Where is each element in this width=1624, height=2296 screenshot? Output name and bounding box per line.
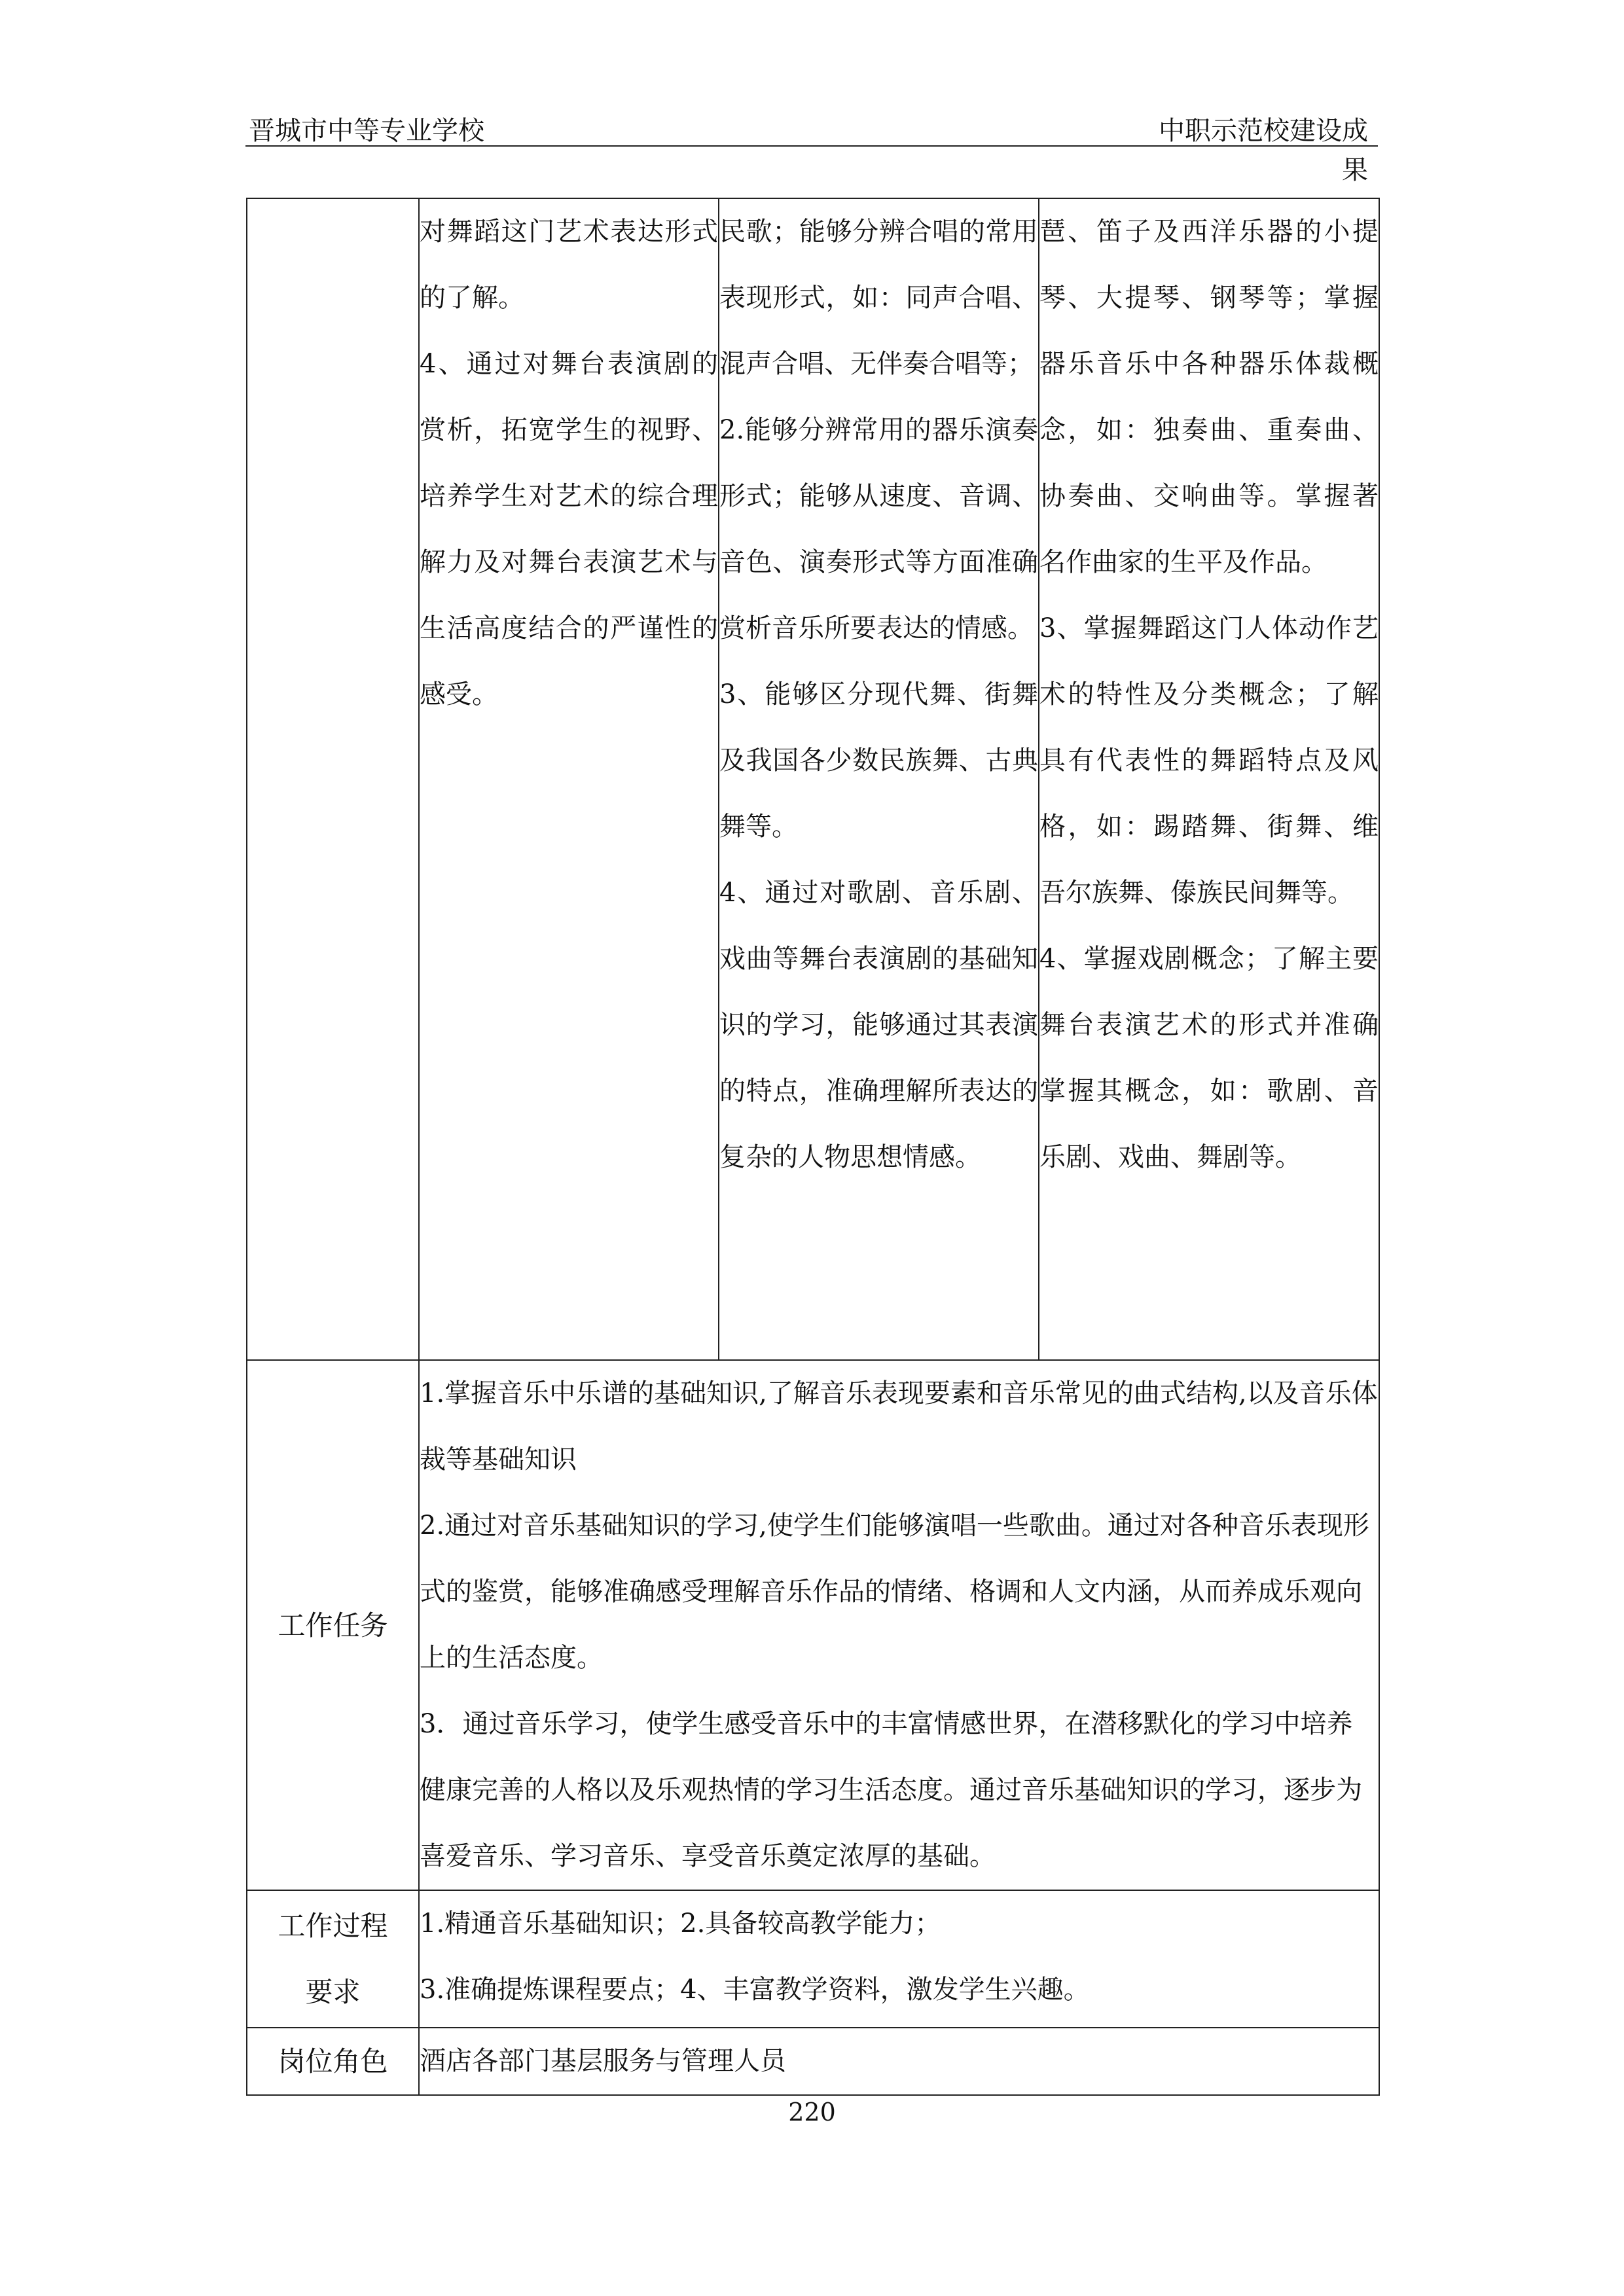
work-task-para-1: 1.掌握音乐中乐谱的基础知识,了解音乐表现要素和音乐常见的曲式结构,以及音乐体裁等基础知识 xyxy=(420,1378,1378,1475)
row-label-empty xyxy=(247,198,419,1360)
col3-cell xyxy=(719,198,1039,1360)
col3-para-4: 4、通过对歌剧、音乐剧、戏曲等舞台表演剧的基础知识的学习，能够通过其表演的特点，准确理解所表达的复杂的人物思想情感。 xyxy=(719,878,1038,1172)
process-content xyxy=(419,1890,1379,2028)
curriculum-table xyxy=(246,198,1380,2096)
table-row-role xyxy=(247,2028,1379,2095)
page-number: 220 xyxy=(788,2098,836,2126)
header-rule xyxy=(245,145,1378,147)
col4-para-3: 4、掌握戏剧概念；了解主要舞台表演艺术的形式并准确掌握其概念，如：歌剧、音乐剧、戏曲、舞剧等。 xyxy=(1039,944,1379,1172)
header-school-name: 晋城市中等专业学校 xyxy=(249,116,484,146)
role-content: 酒店各部门基层服务与管理人员 xyxy=(419,2028,1379,2095)
col2-para-2: 4、通过对舞台表演剧的赏析，拓宽学生的视野、培养学生对艺术的综合理解力及对舞台表演艺术与生活高度结合的严谨性的感受。 xyxy=(420,349,718,709)
col3-para-2: 2.能够分辨常用的器乐演奏形式；能够从速度、音调、音色、演奏形式等方面准确赏析音乐所要表达的情感。 xyxy=(719,415,1038,643)
col3-para-1: 民歌；能够分辨合唱的常用表现形式，如：同声合唱、混声合唱、无伴奏合唱等； xyxy=(719,217,1038,379)
col4-cell xyxy=(1039,198,1379,1360)
process-line-1: 1.精通音乐基础知识；2.具备较高教学能力； xyxy=(420,1909,941,1939)
work-task-para-3: 3．通过音乐学习，使学生感受音乐中的丰富情感世界，在潜移默化的学习中培养健康完善的人格以及乐观热情的学习生活态度。通过音乐基础知识的学习，逐步为喜爱音乐、学习音乐、享受音乐奠定浓厚的基础。 xyxy=(420,1709,1362,1871)
process-label-line1: 工作过程 xyxy=(278,1910,388,1942)
process-line-2: 3.准确提炼课程要点；4、丰富教学资料，激发学生兴趣。 xyxy=(420,1975,1090,2005)
table-row-work-task xyxy=(247,1360,1379,1890)
process-label-line2: 要求 xyxy=(305,1976,361,2008)
header-doc-title: 中职示范校建设成果 xyxy=(1159,116,1368,185)
col3-para-3: 3、能够区分现代舞、街舞及我国各少数民族舞、古典舞等。 xyxy=(719,679,1038,842)
col2-cell xyxy=(419,198,719,1360)
work-task-content xyxy=(419,1360,1379,1890)
table-row-content xyxy=(247,198,1379,1360)
work-task-para-2: 2.通过对音乐基础知识的学习,使学生们能够演唱一些歌曲。通过对各种音乐表现形式的鉴赏，能够准确感受理解音乐作品的情绪、格调和人文内涵，从而养成乐观向上的生活态度。 xyxy=(420,1511,1369,1673)
role-label: 岗位角色 xyxy=(247,2028,419,2095)
col4-para-1: 琶、笛子及西洋乐器的小提琴、大提琴、钢琴等；掌握器乐音乐中各种器乐体裁概念，如：独奏曲、重奏曲、协奏曲、交响曲等。掌握著名作曲家的生平及作品。 xyxy=(1039,217,1379,577)
col2-para-1: 对舞蹈这门艺术表达形式的了解。 xyxy=(420,217,718,313)
work-task-label: 工作任务 xyxy=(247,1360,419,1890)
process-label xyxy=(247,1890,419,2028)
table-row-process xyxy=(247,1890,1379,2028)
col4-para-2: 3、掌握舞蹈这门人体动作艺术的特性及分类概念；了解具有代表性的舞蹈特点及风格，如：踢踏舞、街舞、维吾尔族舞、傣族民间舞等。 xyxy=(1039,613,1379,908)
